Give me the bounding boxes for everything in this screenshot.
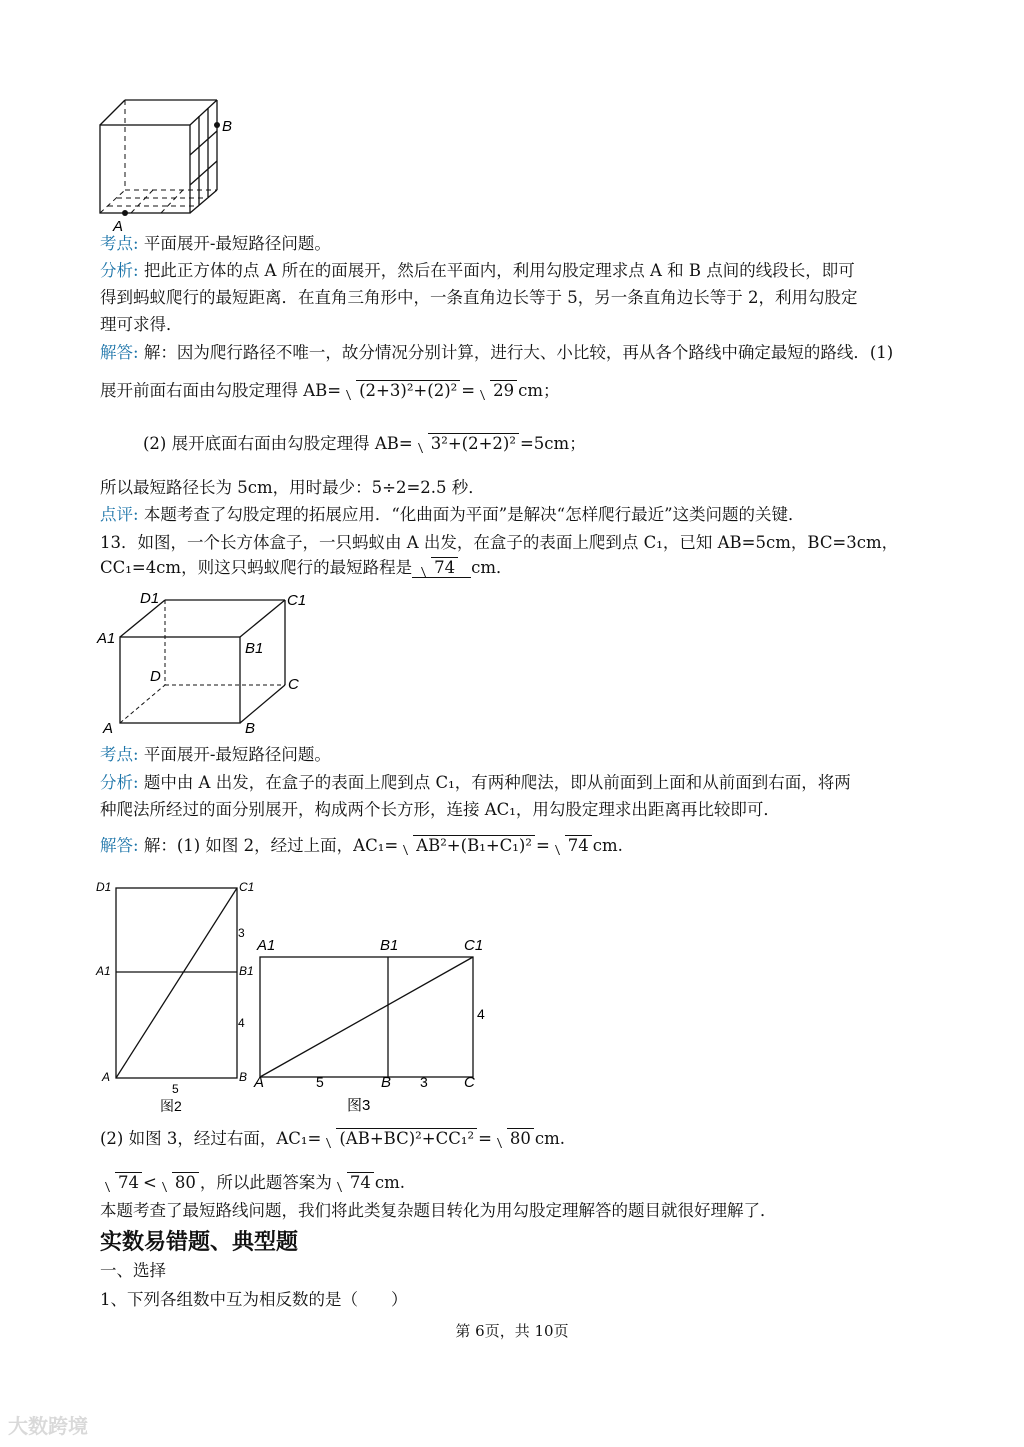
fig2-label-a1: A1 bbox=[96, 964, 111, 978]
jieda-2 bbox=[100, 835, 623, 857]
sqrt-74-c bbox=[333, 1172, 374, 1194]
fig3-caption: 图3 bbox=[347, 1097, 371, 1114]
comparison-mid: ，所以此题答案为 bbox=[199, 1173, 332, 1192]
kaodian-1 bbox=[100, 233, 331, 255]
less-than: < bbox=[143, 1173, 157, 1192]
jieda-1-line3 bbox=[143, 433, 586, 455]
sqrt-expr-2 bbox=[414, 433, 519, 455]
box-label-d1: D1 bbox=[140, 590, 160, 607]
fenxi-2-label: 分析: bbox=[100, 773, 139, 792]
sqrt-expr-4-radicand: (AB+BC)²+CC₁² bbox=[336, 1128, 477, 1149]
sqrt-expr-3-radicand: AB²+(B₁+C₁)² bbox=[413, 835, 535, 856]
sqrt-74-b bbox=[101, 1172, 142, 1194]
sqrt-80-a-value: 80 bbox=[507, 1128, 534, 1149]
jieda-2-part2-pre: (2) 如图 3，经过右面，AC₁= bbox=[100, 1129, 322, 1148]
jieda-1-line4: 所以最短路径长为 5cm，用时最少：5÷2=2.5 秒． bbox=[100, 478, 485, 497]
fig3-label-b1: B1 bbox=[380, 937, 399, 954]
section-title: 实数易错题、典型题 bbox=[100, 1230, 299, 1255]
sqrt-74-c-value: 74 bbox=[347, 1172, 374, 1193]
fig3-length-3: 3 bbox=[420, 1074, 428, 1090]
fenxi-1-line1: 把此正方体的点 A 所在的面展开，然后在平面内，利用勾股定理求点 A 和 B 点间的线段长，即可 bbox=[143, 261, 855, 280]
dianping-1 bbox=[100, 504, 805, 526]
sqrt-expr-1-radicand: (2+3)²+(2)² bbox=[356, 380, 460, 401]
section-subtitle: 一、选择 bbox=[100, 1261, 166, 1280]
fig2-label-c1: C1 bbox=[239, 880, 255, 894]
jieda-1-line3-pre: (2) 展开底面右面由勾股定理得 AB= bbox=[143, 434, 413, 453]
fenxi-2-line1: 题中由 A 出发，在盒子的表面上爬到点 C₁，有两种爬法，即从前面到上面和从前面到右面，将两 bbox=[143, 773, 851, 792]
sqrt-74-a bbox=[551, 835, 592, 857]
fig2-label-a: A bbox=[102, 1070, 111, 1084]
jieda-2-pre: 解：(1) 如图 2，经过上面，AC₁= bbox=[143, 836, 399, 855]
fig2-caption: 图2 bbox=[160, 1098, 182, 1114]
eq-1: = bbox=[461, 381, 476, 400]
sqrt-expr-3 bbox=[399, 835, 535, 857]
jieda-1-label: 解答: bbox=[100, 343, 139, 362]
fenxi-1-line2: 得到蚂蚁爬行的最短距离．在直角三角形中，一条直角边长等于 5，另一条直角边长等于 2，利用勾股定 bbox=[100, 288, 858, 307]
dianping-2: 本题考查了最短路线问题，我们将此类复杂题目转化为用勾股定理解答的题目就很好理解了． bbox=[100, 1201, 777, 1220]
jieda-1 bbox=[100, 342, 893, 364]
box-label-c1: C1 bbox=[287, 592, 307, 609]
sqrt-80-b bbox=[158, 1172, 199, 1194]
kaodian-1-text: 平面展开-最短路径问题。 bbox=[143, 234, 331, 253]
q13-line2 bbox=[100, 557, 512, 579]
jieda-1-line3-post: =5cm； bbox=[519, 434, 586, 453]
fig3-length-4: 4 bbox=[477, 1006, 485, 1022]
sqrt-29 bbox=[476, 380, 517, 402]
kaodian-2-label: 考点: bbox=[100, 745, 139, 764]
jieda-1-line2 bbox=[100, 380, 559, 402]
fig2-label-d1: D1 bbox=[96, 880, 112, 894]
dianping-1-text: 本题考查了勾股定理的拓展应用．“化曲面为平面”是解决“怎样爬行最近”这类问题的关键． bbox=[143, 505, 805, 524]
fenxi-1-label: 分析: bbox=[100, 261, 139, 280]
figure-2 bbox=[90, 875, 260, 1120]
unit-1: cm； bbox=[518, 381, 560, 400]
box-label-c: C bbox=[288, 676, 299, 693]
box-label-d: D bbox=[150, 668, 161, 685]
sqrt-expr-4 bbox=[322, 1128, 477, 1150]
sqrt-74-answer bbox=[417, 557, 458, 579]
sqrt-80-b-value: 80 bbox=[172, 1172, 199, 1193]
q13-answer-value: 74 bbox=[431, 557, 458, 578]
fenxi-2 bbox=[100, 772, 851, 794]
fig2-label-b: B bbox=[239, 1070, 248, 1084]
unit-5: cm. bbox=[374, 1173, 405, 1192]
fig3-length-5: 5 bbox=[316, 1074, 324, 1090]
sqrt-74-a-value: 74 bbox=[565, 835, 592, 856]
cube-figure bbox=[95, 95, 245, 235]
unit-4: cm. bbox=[534, 1129, 566, 1148]
eq-3: = bbox=[535, 836, 550, 855]
box-label-b1: B1 bbox=[245, 640, 264, 657]
box-figure bbox=[95, 585, 325, 740]
sqrt-80-a bbox=[493, 1128, 534, 1150]
fenxi-1-line3: 理可求得． bbox=[100, 315, 183, 334]
jieda-2-label: 解答: bbox=[100, 836, 139, 855]
question-1: 1、下列各组数中互为相反数的是（ ） bbox=[100, 1290, 408, 1309]
figure-3 bbox=[250, 930, 500, 1120]
page-footer: 第 6页，共 10页 bbox=[455, 1322, 569, 1340]
jieda-1-line1: 解：因为爬行路径不唯一，故分情况分别计算，进行大、小比较，再从各个路线中确定最短的路线．(1) bbox=[143, 343, 894, 362]
fig3-label-a: A bbox=[254, 1074, 265, 1091]
sqrt-29-value: 29 bbox=[490, 380, 517, 401]
fig2-label-b1: B1 bbox=[239, 964, 254, 978]
eq-4: = bbox=[478, 1129, 492, 1148]
cube-label-b: B bbox=[222, 118, 233, 135]
comparison-line bbox=[100, 1172, 405, 1194]
box-label-b: B bbox=[245, 720, 256, 737]
fig3-label-c1: C1 bbox=[464, 937, 484, 954]
q13-line2-post: cm． bbox=[471, 558, 513, 577]
kaodian-2-text: 平面展开-最短路径问题。 bbox=[143, 745, 331, 764]
unit-3: cm. bbox=[592, 836, 623, 855]
q13-line2-pre: CC₁=4cm，则这只蚂蚁爬行的最短路程是 bbox=[100, 558, 413, 577]
q13-answer bbox=[412, 558, 471, 578]
sqrt-expr-1 bbox=[342, 380, 460, 402]
kaodian-1-label: 考点: bbox=[100, 234, 139, 253]
fig3-label-a1: A1 bbox=[257, 937, 276, 954]
fig3-label-c: C bbox=[464, 1074, 475, 1091]
dianping-1-label: 点评: bbox=[100, 505, 139, 524]
fig2-length-3: 3 bbox=[238, 926, 245, 940]
watermark: 大数跨境 bbox=[8, 1414, 88, 1438]
box-label-a1: A1 bbox=[97, 630, 116, 647]
sqrt-expr-2-radicand: 3²+(2+2)² bbox=[428, 433, 519, 454]
box-label-a: A bbox=[103, 720, 114, 737]
cube-label-a: A bbox=[113, 218, 124, 235]
fig2-length-5: 5 bbox=[172, 1082, 179, 1096]
fig2-length-4: 4 bbox=[238, 1016, 245, 1030]
kaodian-2 bbox=[100, 744, 331, 766]
fig3-label-b: B bbox=[381, 1074, 392, 1091]
fenxi-2-line2: 种爬法所经过的面分别展开，构成两个长方形，连接 AC₁，用勾股定理求出距离再比较即可． bbox=[100, 800, 780, 819]
jieda-1-line2-pre: 展开前面右面由勾股定理得 AB= bbox=[100, 381, 342, 400]
fenxi-1 bbox=[100, 260, 855, 282]
sqrt-74-b-value: 74 bbox=[115, 1172, 142, 1193]
jieda-2-part2 bbox=[100, 1128, 565, 1150]
q13-line1: 13．如图，一个长方体盒子，一只蚂蚁由 A 出发，在盒子的表面上爬到点 C₁，已知 AB=5cm，BC=3cm， bbox=[100, 533, 899, 552]
